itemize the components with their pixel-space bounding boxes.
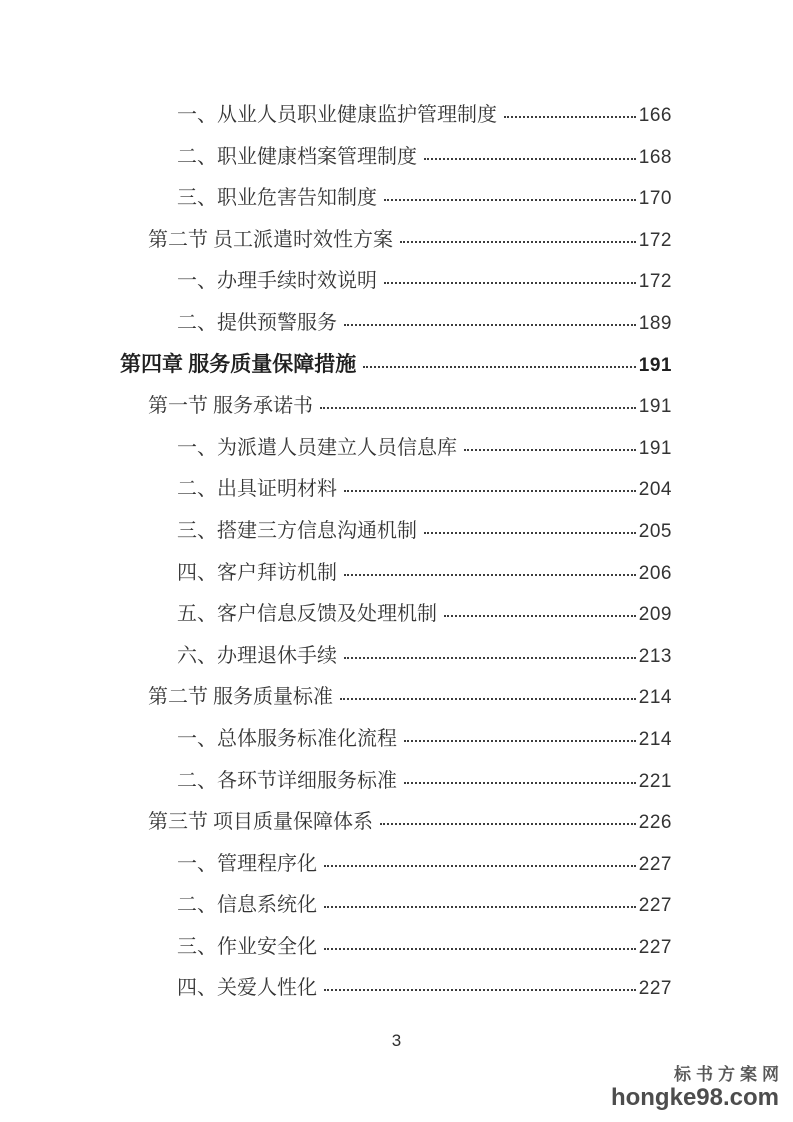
toc-entry[interactable] — [120, 223, 672, 265]
toc-entry[interactable] — [120, 389, 672, 431]
toc-entry-label: 二、提供预警服务 — [177, 311, 337, 334]
toc-entry-label: 三、搭建三方信息沟通机制 — [177, 519, 417, 542]
toc-entry-page: 172 — [638, 271, 672, 293]
toc-leader-dots — [424, 532, 636, 534]
toc-entry-label: 一、管理程序化 — [177, 852, 317, 875]
toc-entry[interactable] — [120, 472, 672, 514]
watermark-site-name: 标书方案网 — [674, 1064, 784, 1084]
toc-leader-dots — [344, 324, 636, 326]
toc-entry[interactable] — [120, 431, 672, 473]
toc-entry-label: 第四章 服务质量保障措施 — [120, 351, 357, 376]
toc-leader-dots — [464, 449, 636, 451]
toc-entry-label: 第二节 员工派遣时效性方案 — [148, 228, 393, 251]
toc-entry[interactable] — [120, 639, 672, 681]
toc-entry-label: 二、各环节详细服务标准 — [177, 769, 397, 792]
toc-entry[interactable] — [120, 181, 672, 223]
toc-leader-dots — [324, 906, 636, 908]
toc-leader-dots — [340, 698, 636, 700]
toc-leader-dots — [344, 657, 636, 659]
toc-leader-dots — [324, 989, 636, 991]
toc-entry[interactable] — [120, 722, 672, 764]
toc-entry-label: 二、信息系统化 — [177, 894, 317, 917]
toc-leader-dots — [400, 241, 636, 243]
toc-entry-page: 168 — [638, 146, 672, 168]
toc-leader-dots — [324, 865, 636, 867]
toc-leader-dots — [324, 948, 636, 950]
toc-entry-page: 227 — [638, 978, 672, 1000]
toc-entry-label: 一、总体服务标准化流程 — [177, 727, 397, 750]
watermark-site-url: hongke98.com — [610, 1083, 779, 1111]
toc-leader-dots — [384, 199, 636, 201]
toc-leader-dots — [404, 782, 636, 784]
toc-entry-page: 172 — [638, 229, 672, 251]
toc-entry-page: 189 — [638, 312, 672, 334]
toc-entry[interactable] — [120, 805, 672, 847]
toc-entry-page: 170 — [638, 188, 672, 210]
toc-entry-label: 一、办理手续时效说明 — [177, 270, 377, 293]
toc-entry-label: 一、为派遣人员建立人员信息库 — [177, 436, 457, 459]
toc-entry-label: 一、从业人员职业健康监护管理制度 — [177, 104, 497, 126]
toc-entry-page: 209 — [638, 604, 672, 626]
toc-entry-label: 第一节 服务承诺书 — [148, 395, 313, 418]
toc-entry-page: 205 — [638, 520, 672, 542]
toc-leader-dots — [344, 490, 636, 492]
toc-leader-dots — [363, 366, 636, 368]
toc-entry[interactable] — [120, 764, 672, 806]
toc-entry-page: 191 — [638, 437, 672, 459]
toc-entry[interactable] — [120, 556, 672, 598]
toc-entry-page: 226 — [638, 812, 672, 834]
toc-entry-label: 三、职业危害告知制度 — [177, 187, 377, 210]
toc-entry[interactable] — [120, 680, 672, 722]
toc-entry-label: 二、职业健康档案管理制度 — [177, 145, 417, 168]
toc-entry-page: 227 — [638, 895, 672, 917]
toc-entry-page: 166 — [638, 105, 672, 126]
toc-entry-page: 227 — [638, 853, 672, 875]
toc-entry[interactable] — [120, 888, 672, 930]
toc-list — [120, 98, 672, 1013]
toc-entry-page: 214 — [638, 728, 672, 750]
toc-leader-dots — [504, 116, 636, 118]
toc-entry[interactable] — [120, 348, 672, 390]
toc-entry-label: 五、客户信息反馈及处理机制 — [177, 603, 437, 626]
toc-entry[interactable] — [120, 971, 672, 1013]
toc-entry[interactable] — [120, 140, 672, 182]
toc-leader-dots — [344, 574, 636, 576]
toc-leader-dots — [444, 615, 636, 617]
toc-entry-label: 四、客户拜访机制 — [177, 561, 337, 584]
toc-entry-page: 214 — [638, 687, 672, 709]
toc-entry[interactable] — [120, 306, 672, 348]
toc-entry[interactable] — [120, 514, 672, 556]
toc-entry-label: 四、关爱人性化 — [177, 977, 317, 1000]
toc-leader-dots — [320, 407, 636, 409]
toc-entry-page: 204 — [638, 479, 672, 501]
toc-entry-label: 六、办理退休手续 — [177, 644, 337, 667]
toc-entry-page: 221 — [638, 770, 672, 792]
toc-entry-label: 第二节 服务质量标准 — [148, 686, 333, 709]
toc-entry-label: 三、作业安全化 — [177, 935, 317, 958]
footer-page-number: 3 — [391, 1031, 402, 1050]
toc-entry[interactable] — [120, 264, 672, 306]
toc-entry-page: 191 — [638, 396, 672, 418]
toc-entry[interactable] — [120, 930, 672, 972]
toc-entry[interactable] — [120, 597, 672, 639]
toc-leader-dots — [424, 158, 636, 160]
toc-entry[interactable] — [120, 98, 672, 140]
toc-entry-page: 191 — [638, 354, 672, 376]
toc-leader-dots — [404, 740, 636, 742]
watermark — [610, 1064, 784, 1111]
toc-entry-label: 二、出具证明材料 — [177, 478, 337, 501]
toc-entry[interactable] — [120, 847, 672, 889]
toc-entry-label: 第三节 项目质量保障体系 — [148, 811, 373, 834]
toc-entry-page: 206 — [638, 562, 672, 584]
toc-entry-page: 227 — [638, 936, 672, 958]
toc-leader-dots — [380, 823, 636, 825]
toc-entry-page: 213 — [638, 645, 672, 667]
toc-leader-dots — [384, 282, 636, 284]
